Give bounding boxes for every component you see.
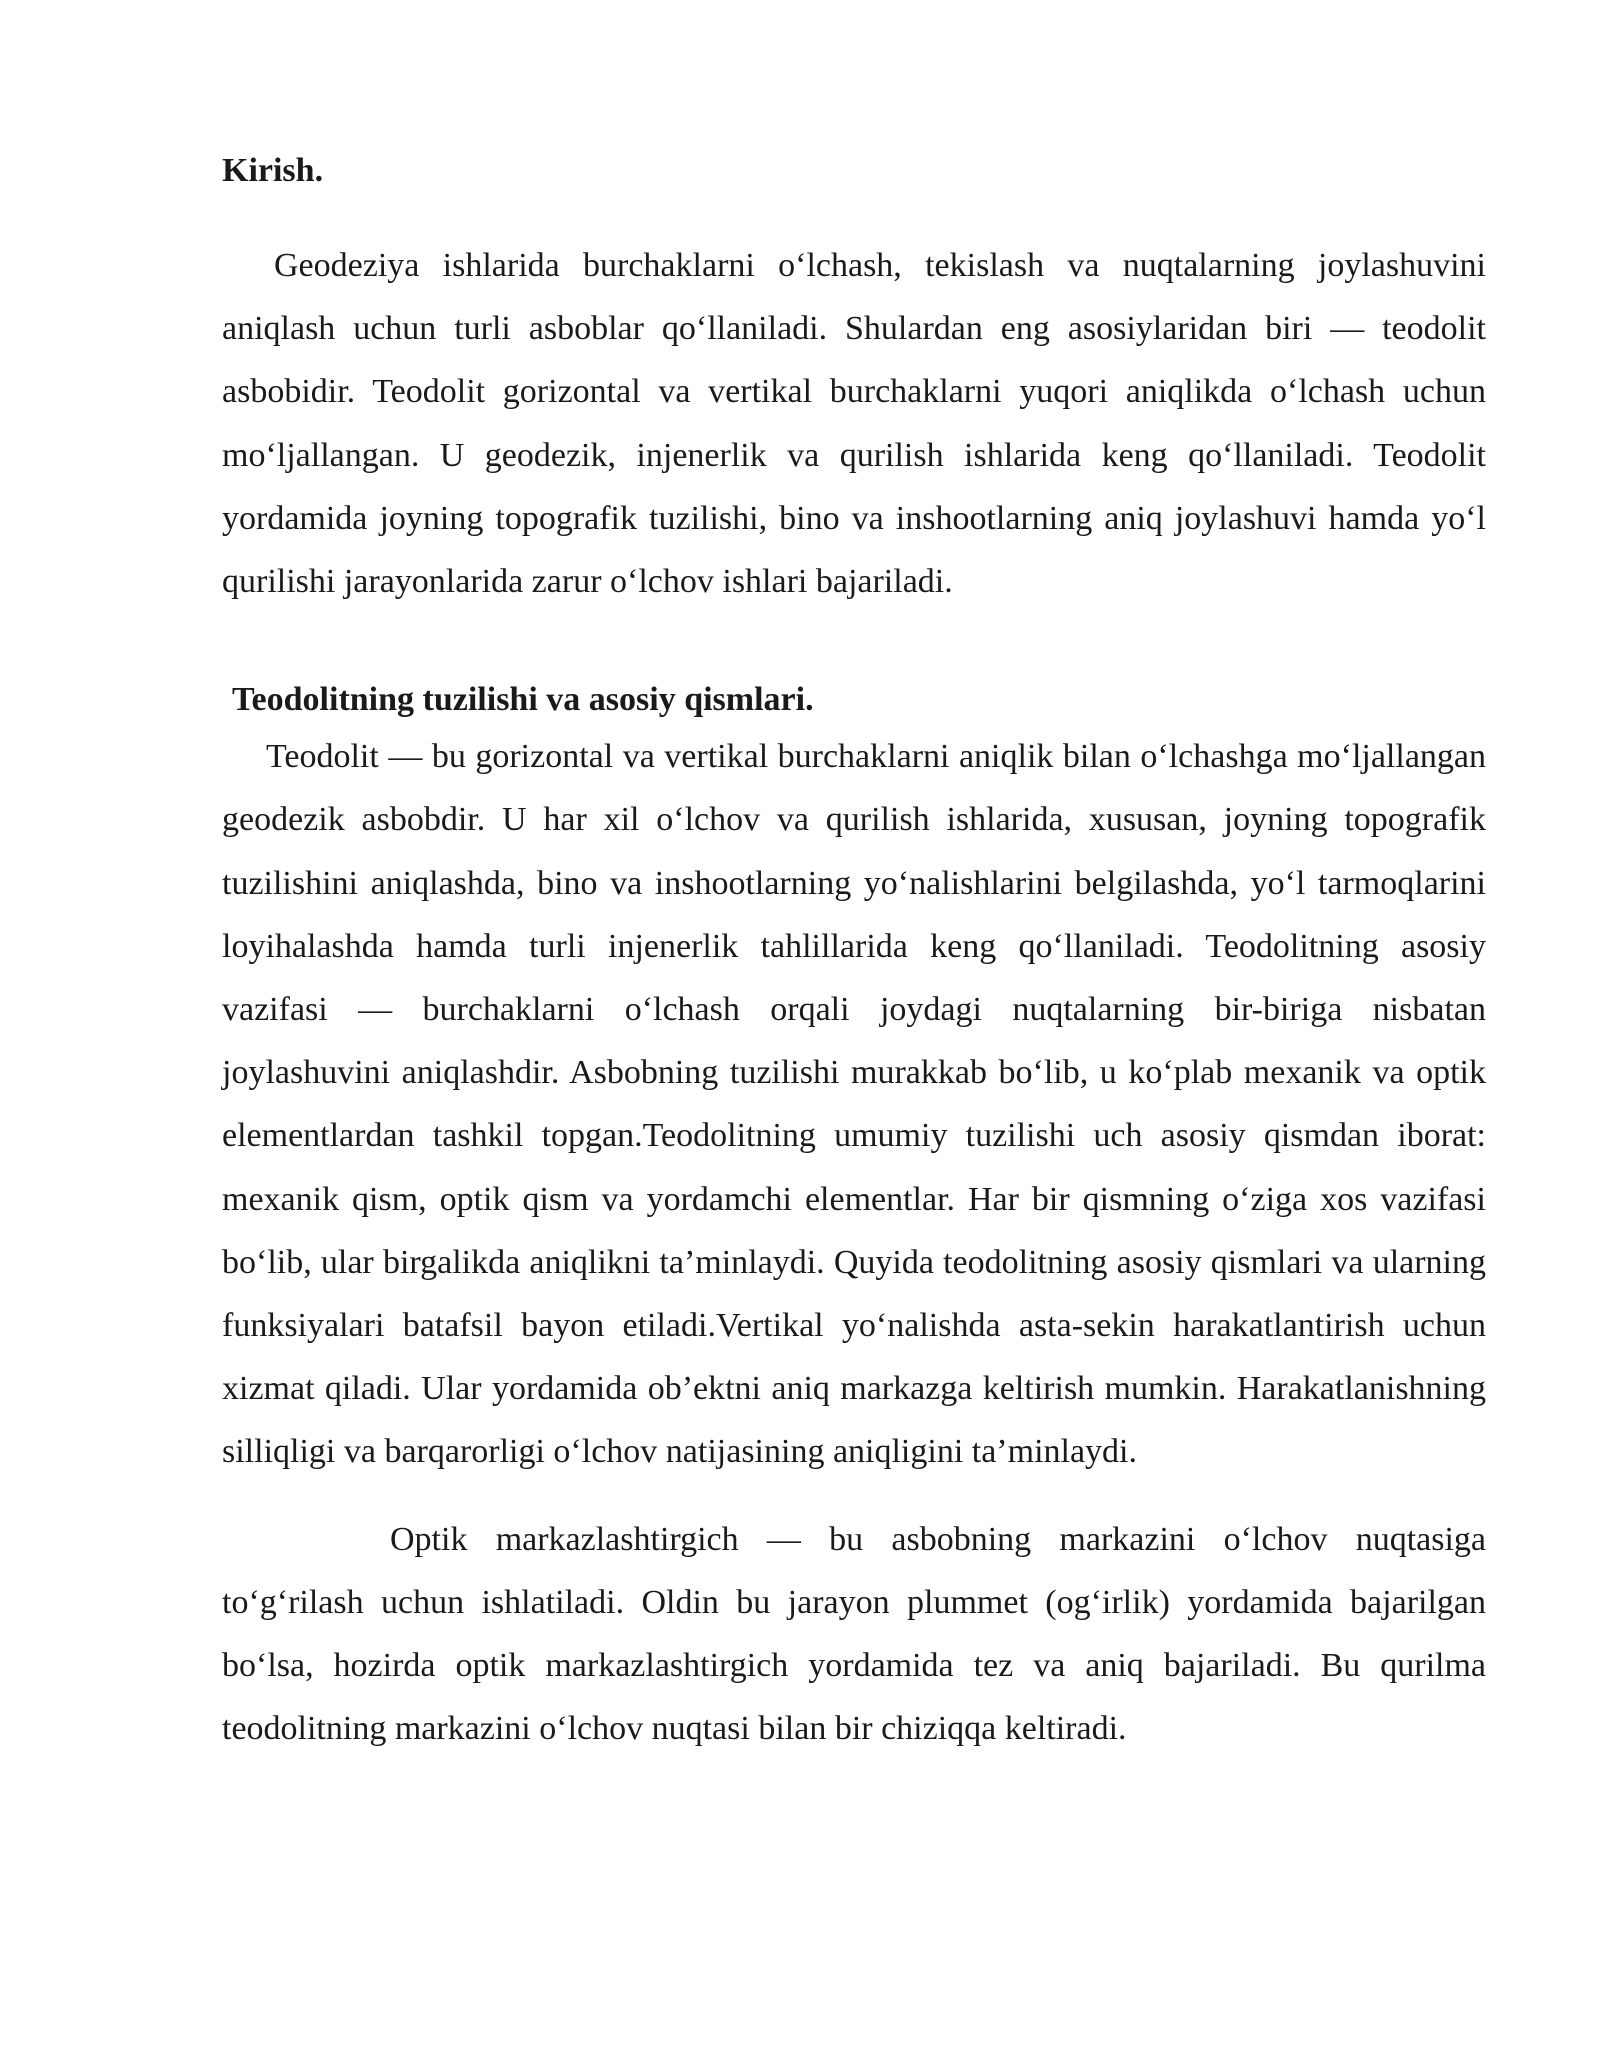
- structure-paragraph: Teodolit — bu gorizontal va vertikal burchaklarni aniqlik bilan o‘lchashga mo‘ljallangan geodezik asbobdir. U har xil o‘lchov va qurilish ishlarida, xususan, joyning topografik tuzilishini aniqlashda, bino va inshootlarning yo‘nalishlarini belgilashda, yo‘l tarmoqlarini loyihalashda hamda turli injenerlik tahlillarida keng qo‘llaniladi. Teodolitning asosiy vazifasi — burchaklarni o‘lchash orqali joydagi nuqtalarning bir-biriga nisbatan joylashuvini aniqlashdir. Asbobning tuzilishi murakkab bo‘lib, u ko‘plab mexanik va optik elementlardan tashkil topgan.Teodolitning umumiy tuzilishi uch asosiy qismdan iborat: mexanik qism, optik qism va yordamchi elementlar. Har bir qismning o‘ziga xos vazifasi bo‘lib, ular birgalikda aniqlikni ta’minlaydi. Quyida teodolitning asosiy qismlari va ularning funksiyalari batafsil bayon etiladi.Vertikal yo‘nalishda asta-sekin harakatlantirish uchun xizmat qiladi. Ular yordamida ob’ektni aniq markazga keltirish mumkin. Harakatlanishning silliqligi va barqarorligi o‘lchov natijasining aniqligini ta’minlaydi.: [222, 738, 1486, 1471]
- intro-paragraph: Geodeziya ishlarida burchaklarni o‘lchash, tekislash va nuqtalarning joylashuvini aniqlash uchun turli asboblar qo‘llaniladi. Shulardan eng asosiylaridan biri — teodolit asbobidir. Teodolit gorizontal va vertikal burchaklarni yuqori aniqlikda o‘lchash uchun mo‘ljallangan. U geodezik, injenerlik va qurilish ishlarida keng qo‘llaniladi. Teodolit yordamida joyning topografik tuzilishi, bino va inshootlarning aniq joylashuvi hamda yo‘l qurilishi jarayonlarida zarur o‘lchov ishlari bajariladi.: [222, 247, 1486, 601]
- document-body: [222, 146, 1486, 1760]
- heading-structure: Teodolitning tuzilishi va asosiy qismlari.: [232, 681, 814, 719]
- heading-intro: Kirish.: [222, 152, 324, 189]
- centering-paragraph: Optik markazlashtirgich — bu asbobning markazini o‘lchov nuqtasiga to‘g‘rilash uchun ishlatiladi. Oldin bu jarayon plummet (og‘irlik) yordamida bajarilgan bo‘lsa, hozirda optik markazlashtirgich yordamida tez va aniq bajariladi. Bu qurilma teodolitning markazini o‘lchov nuqtasi bilan bir chiziqqa keltiradi.: [222, 1520, 1486, 1748]
